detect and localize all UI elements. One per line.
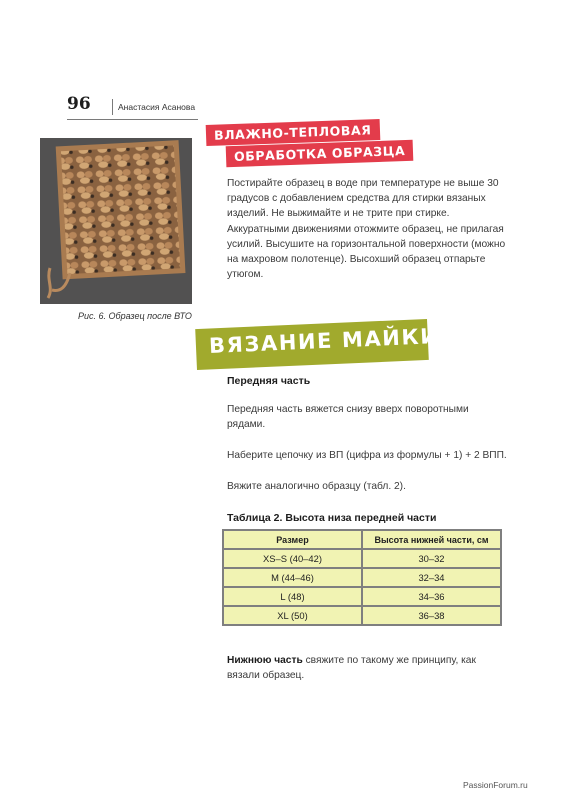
table-title: Таблица 2. Высота низа передней части <box>227 512 437 524</box>
photo-caption: Рис. 6. Образец после ВТО <box>78 311 192 321</box>
table-header-row <box>223 530 501 549</box>
size-table <box>222 529 502 626</box>
table-row <box>223 568 501 587</box>
header-rule <box>67 119 198 120</box>
section-ribbon-line2: ОБРАБОТКА ОБРАЗЦА <box>226 140 414 168</box>
table-cell-height: 32–34 <box>362 568 501 587</box>
section-banner-title: ВЯЗАНИЕ МАЙКИ <box>208 323 440 359</box>
table-cell-size: L (48) <box>223 587 362 606</box>
table-row <box>223 587 501 606</box>
table-row <box>223 549 501 568</box>
swatch-photo <box>40 138 192 304</box>
table-cell-height: 34–36 <box>362 587 501 606</box>
closing-bold-term: Нижнюю часть <box>227 655 303 666</box>
watermark: PassionForum.ru <box>463 780 528 790</box>
table-cell-size: M (44–46) <box>223 568 362 587</box>
table-cell-height: 36–38 <box>362 606 501 625</box>
table-cell-height: 30–32 <box>362 549 501 568</box>
table-cell-size: XS–S (40–42) <box>223 549 362 568</box>
table-header-cell: Размер <box>223 530 362 549</box>
closing-paragraph <box>227 653 507 683</box>
table-row <box>223 606 501 625</box>
page-number: 96 <box>67 94 91 114</box>
swatch-image <box>40 138 192 304</box>
subheading-front: Передняя часть <box>227 375 311 387</box>
wash-instructions: Постирайте образец в воде при температуре не выше 30 градусов с добавлением средства для стирки вязаных изделий. Не выжимайте и не трите при стирке. Аккуратными движениями отожмите образец, не прилагая усилий. Высушите на горизонтальной поверхности (можно на махровом полотенце). Высохший образец отпарьте утюгом. <box>227 178 506 281</box>
paragraph-front-direction: Передняя часть вяжется снизу вверх поворотными рядами. <box>227 404 469 431</box>
closing-text: свяжите по такому же принципу, как вязали образец. <box>227 655 476 682</box>
paragraph-knit-like-swatch: Вяжите аналогично образцу (табл. 2). <box>227 481 406 492</box>
paragraph-chain: Наберите цепочку из ВП (цифра из формулы + 1) + 2 ВПП. <box>227 450 507 461</box>
table-cell-size: XL (50) <box>223 606 362 625</box>
section-ribbon-line1: ВЛАЖНО-ТЕПЛОВАЯ <box>206 119 380 146</box>
table-header-cell: Высота нижней части, см <box>362 530 501 549</box>
header-separator <box>112 99 113 115</box>
author-name: Анастасия Асанова <box>118 102 196 112</box>
